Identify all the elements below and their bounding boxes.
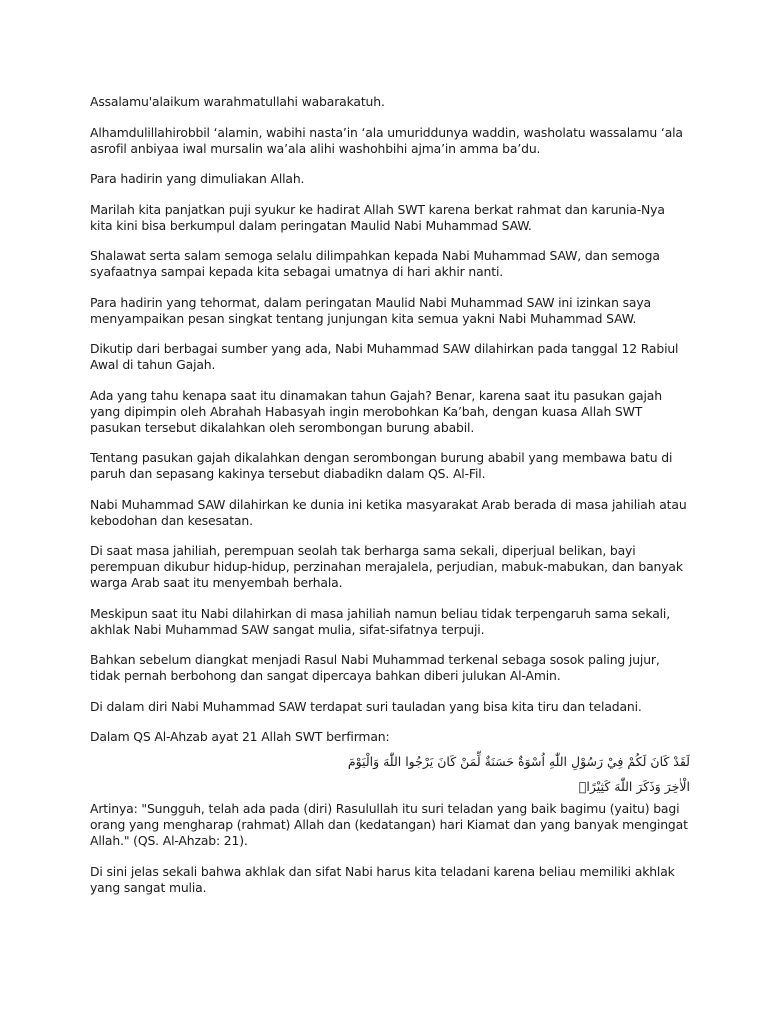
gratitude-paragraph: Marilah kita panjatkan puji syukur ke hadirat Allah SWT karena berkat rahmat dan karunia-Nya kita kini bisa berkumpul dalam peringatan Maulid Nabi Muhammad SAW. — [90, 201, 665, 233]
arabic-verse-line-2: الْاٰخِرَ وَذَكَرَ اللّٰهَ كَثِيْرًاۗ — [578, 779, 690, 794]
al-amin-paragraph: Bahkan sebelum diangkat menjadi Rasul Nabi Muhammad terkenal sebaga sosok paling jujur, tidak pernah berbohong dan sangat dipercaya bahkan diberi julukan Al-Amin. — [90, 652, 660, 683]
verse-intro-paragraph: Dalam QS Al-Ahzab ayat 21 Allah SWT berfirman: — [90, 729, 390, 744]
al-fil-paragraph: Tentang pasukan gajah dikalahkan dengan serombongan burung ababil yang membawa batu di paruh dan sepasang kakinya tersebut diabadikn dalam QS. Al-Fil. — [90, 450, 673, 481]
opening-prayer-paragraph: Alhamdulillahirobbil ‘alamin, wabihi nasta’in ‘ala umuriddunya waddin, washolatu wassalamu ‘ala asrofil anbiyaa iwal mursalin wa’ala alihi washohbihi ajma’in amma ba’du. — [90, 124, 683, 156]
year-of-elephant-paragraph: Ada yang tahu kenapa saat itu dinamakan tahun Gajah? Benar, karena saat itu pasukan gajah yang dipimpin oleh Abrahah Habasyah ingin merobohkan Ka’bah, dengan kuasa Allah SWT pasukan tersebut dikalahkan oleh serombongan burung ababil. — [90, 387, 662, 435]
jahiliah-description-paragraph: Di saat masa jahiliah, perempuan seolah tak berharga sama sekali, diperjual belikan, bayi perempuan dikubur hidup-hidup, perzinahan merajalela, perjudian, mabuk-mabukan, dan banyak warga Arab saat itu menyembah berhala. — [90, 543, 683, 590]
role-model-paragraph: Di dalam diri Nabi Muhammad SAW terdapat suri tauladan yang bisa kita tiru dan teladani. — [90, 698, 642, 714]
audience-address-paragraph: Para hadirin yang dimuliakan Allah. — [90, 171, 305, 186]
arabic-verse-line-1: لَقَدْ كَانَ لَكُمْ فِيْ رَسُوْلِ اللّٰهِ اُسْوَةٌ حَسَنَةٌ لِّمَنْ كَانَ يَرْجُوا اللّٰهَ وَالْيَوْمَ — [347, 754, 690, 769]
document-page — [90, 94, 690, 910]
verse-translation-paragraph: Artinya: "Sungguh, telah ada pada (diri) Rasulullah itu suri teladan yang baik bagimu (yaitu) bagi orang yang mengharap (rahmat) Allah dan (kedatangan) hari Kiamat dan yang banyak mengingat Allah." (QS. Al-Ahzab: 21). — [90, 801, 688, 848]
jahiliah-paragraph: Nabi Muhammad SAW dilahirkan ke dunia ini ketika masyarakat Arab berada di masa jahiliah atau kebodohan dan kesesatan. — [90, 496, 687, 528]
introduction-paragraph: Para hadirin yang tehormat, dalam peringatan Maulid Nabi Muhammad SAW ini izinkan saya menyampaikan pesan singkat tentang junjungan kita semua yakni Nabi Muhammad SAW. — [90, 294, 651, 326]
conclusion-paragraph: Di sini jelas sekali bahwa akhlak dan sifat Nabi harus kita teladani karena beliau memiliki akhlak yang sangat mulia. — [90, 863, 675, 895]
shalawat-paragraph: Shalawat serta salam semoga selalu dilimpahkan kepada Nabi Muhammad SAW, dan semoga syafaatnya sampai kepada kita sebagai umatnya di hari akhir nanti. — [90, 248, 660, 279]
greeting-paragraph: Assalamu'alaikum warahmatullahi wabarakatuh. — [90, 94, 385, 109]
arabic-verse — [90, 749, 690, 799]
birth-date-paragraph: Dikutip dari berbagai sumber yang ada, Nabi Muhammad SAW dilahirkan pada tanggal 12 Rabiul Awal di tahun Gajah. — [90, 341, 679, 372]
akhlak-paragraph: Meskipun saat itu Nabi dilahirkan di masa jahiliah namun beliau tidak terpengaruh sama sekali, akhlak Nabi Muhammad SAW sangat mulia, sifat-sifatnya terpuji. — [90, 605, 671, 637]
